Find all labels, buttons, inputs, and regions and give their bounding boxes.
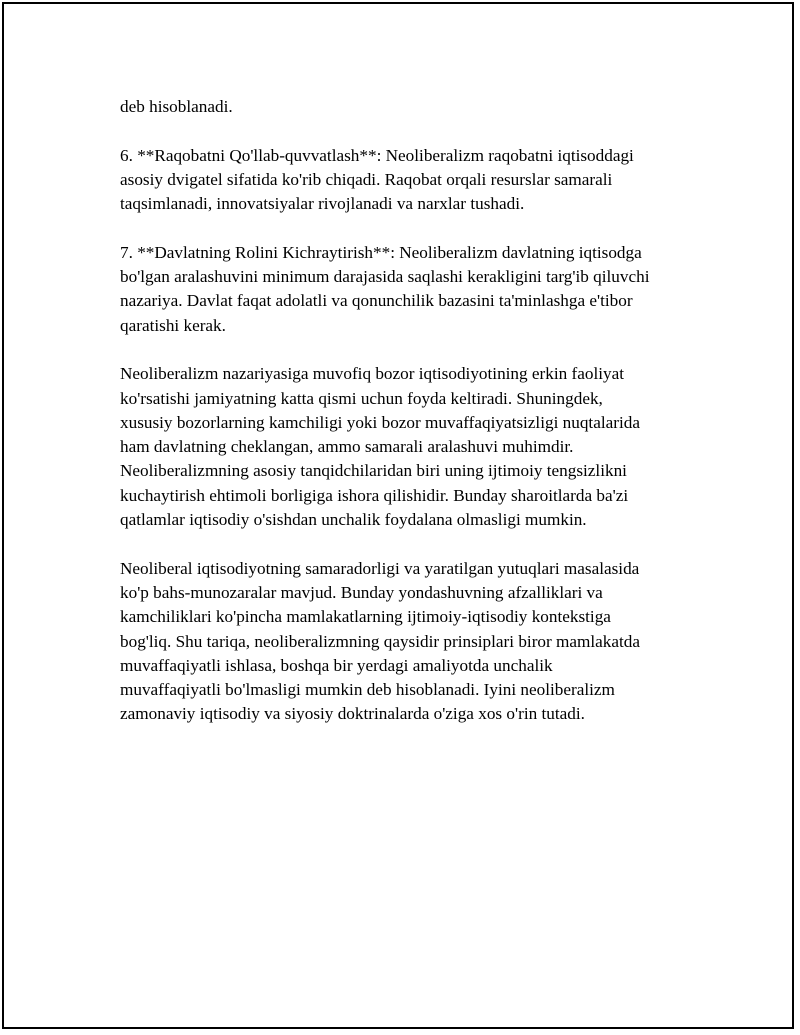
text-line: bog'liq. Shu tariqa, neoliberalizmning qaysidir prinsiplari biror mamlakatda xyxy=(120,631,641,651)
paragraph-market-economy xyxy=(120,362,700,532)
text-line: bo'lgan aralashuvini minimum darajasida saqlashi kerakligini targ'ib qiluvchi xyxy=(120,267,650,287)
text-line: ko'p bahs-munozaralar mavjud. Bunday yondashuvning afzalliklari va xyxy=(120,582,603,602)
text-line: ko'rsatishi jamiyatning katta qismi uchun foyda keltiradi. Shuningdek, xyxy=(120,388,603,408)
text-line: kuchaytirish ehtimoli borligiga ishora qilishidir. Bunday sharoitlarda ba'zi xyxy=(120,485,629,505)
text-line: ham davlatning cheklangan, ammo samarali aralashuvi muhimdir. xyxy=(120,437,574,457)
text-line: Neoliberal iqtisodiyotning samaradorligi va yaratilgan yutuqlari masalasida xyxy=(120,558,640,578)
paragraph-item-6 xyxy=(120,144,700,217)
document-page xyxy=(2,2,794,1029)
text-line: 7. **Davlatning Rolini Kichraytirish**: Neoliberalizm davlatning iqtisodga xyxy=(120,242,642,262)
text-line: muvaffaqiyatli ishlasa, boshqa bir yerdagi amaliyotda unchalik xyxy=(120,655,553,675)
text-line: deb hisoblanadi. xyxy=(120,97,233,116)
paragraph-continuation xyxy=(120,95,700,119)
text-line: kamchiliklari ko'pincha mamlakatlarning ijtimoiy-iqtisodiy kontekstiga xyxy=(120,607,611,627)
text-line: taqsimlanadi, innovatsiyalar rivojlanadi va narxlar tushadi. xyxy=(120,194,525,214)
text-line: qatlamlar iqtisodiy o'sishdan unchalik foydalana olmasligi mumkin. xyxy=(120,510,587,530)
text-line: asosiy dvigatel sifatida ko'rib chiqadi. Raqobat orqali resurslar samarali xyxy=(120,169,613,189)
document-body xyxy=(120,95,700,751)
text-line: zamonaviy iqtisodiy va siyosiy doktrinalarda o'ziga xos o'rin tutadi. xyxy=(120,704,585,724)
text-line: qaratishi kerak. xyxy=(120,315,226,335)
text-line: 6. **Raqobatni Qo'llab-quvvatlash**: Neoliberalizm raqobatni iqtisoddagi xyxy=(120,145,634,165)
text-line: Neoliberalizmning asosiy tanqidchilaridan biri uning ijtimoiy tengsizlikni xyxy=(120,461,627,481)
paragraph-conclusion xyxy=(120,557,700,727)
text-line: xususiy bozorlarning kamchiligi yoki bozor muvaffaqiyatsizligi nuqtalarida xyxy=(120,412,640,432)
text-line: muvaffaqiyatli bo'lmasligi mumkin deb hisoblanadi. Iyini neoliberalizm xyxy=(120,680,615,700)
text-line: Neoliberalizm nazariyasiga muvofiq bozor iqtisodiyotining erkin faoliyat xyxy=(120,364,625,384)
paragraph-item-7 xyxy=(120,241,700,338)
text-line: nazariya. Davlat faqat adolatli va qonunchilik bazasini ta'minlashga e'tibor xyxy=(120,291,633,311)
